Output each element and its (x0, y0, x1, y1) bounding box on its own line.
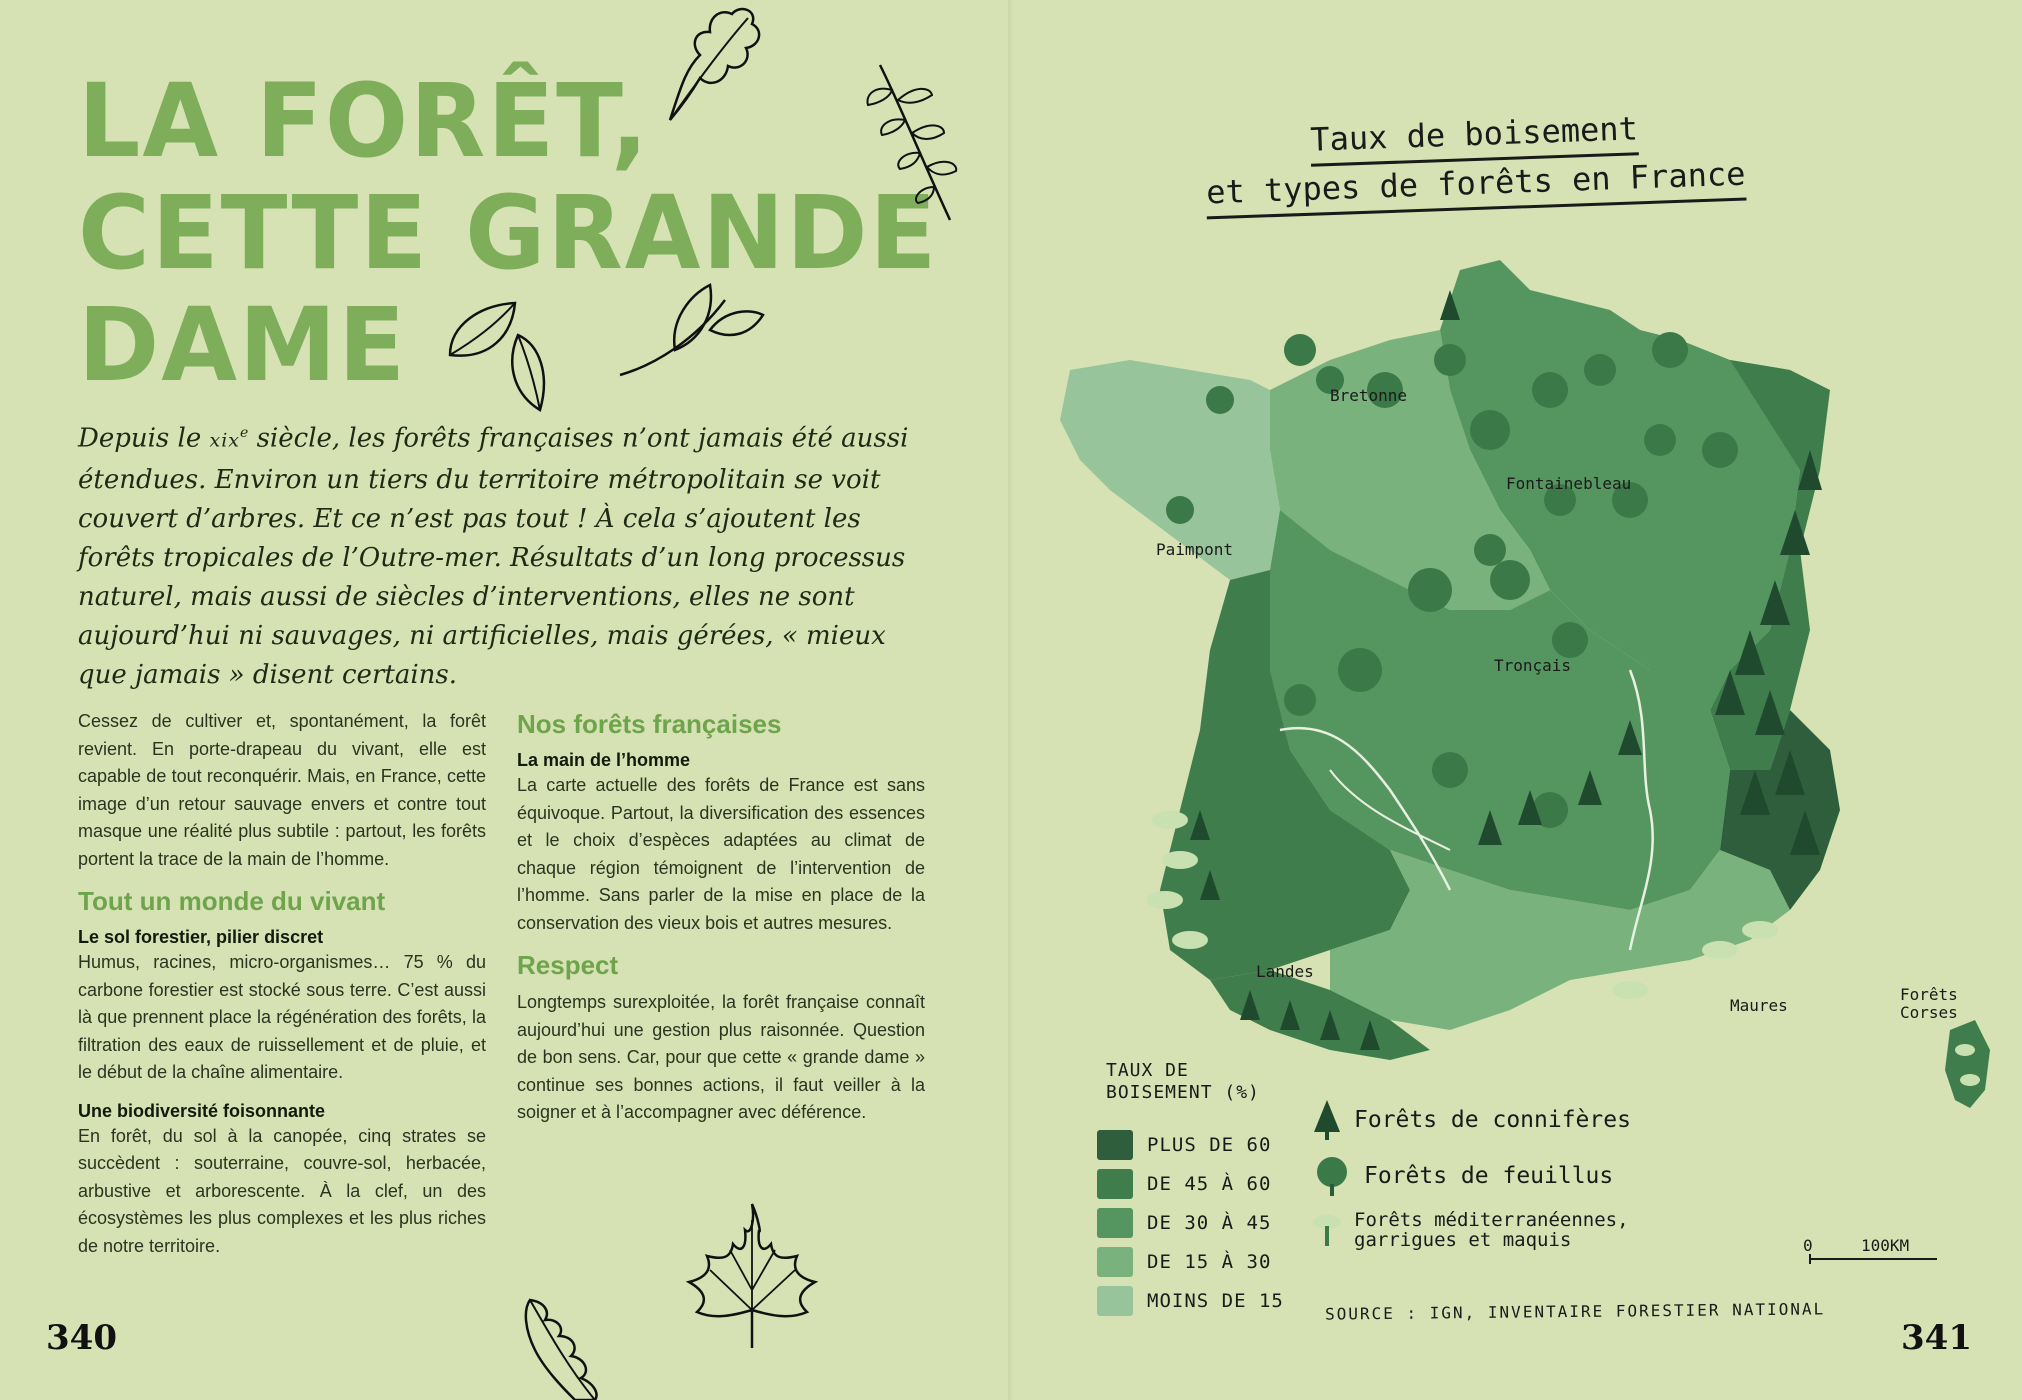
label-maures: Maures (1730, 996, 1788, 1015)
map-mediterranean-tree (1612, 981, 1648, 999)
legend-row (1097, 1281, 1284, 1320)
legend-swatch (1097, 1247, 1133, 1277)
label-corses-line-1: Forêts (1900, 985, 1958, 1004)
legend-type-row (1310, 1098, 1644, 1142)
subsection-heading: La main de l’homme (517, 750, 691, 770)
page-number-left: 340 (46, 1318, 117, 1358)
legend-row (1097, 1203, 1284, 1242)
section-heading: Tout un monde du vivant (78, 886, 386, 916)
oak-leaf-icon (640, 0, 770, 130)
legend-type-row (1310, 1210, 1644, 1250)
map-deciduous-tree (1284, 334, 1316, 366)
map-deciduous-tree (1490, 560, 1530, 600)
legend-row (1097, 1125, 1284, 1164)
title-line-2: CETTE GRANDE (78, 174, 939, 293)
legend-forest-types (1310, 1098, 1644, 1262)
map-mediterranean-tree (1702, 941, 1738, 959)
mediterranean-tree-icon (1310, 1210, 1344, 1250)
map-deciduous-tree (1644, 424, 1676, 456)
section-heading: Respect (517, 950, 619, 980)
intro-century-sup: e (240, 425, 249, 441)
map-deciduous-tree (1552, 622, 1588, 658)
legend-type-row (1310, 1154, 1644, 1198)
page-number-right: 341 (1901, 1318, 1972, 1358)
legend-swatch (1097, 1208, 1133, 1238)
legend-swatches (1097, 1125, 1284, 1320)
legend-type-label: Forêts de feuillus (1364, 1163, 1614, 1189)
intro-text-rest: siècle, les forêts françaises n’ont jamais été aussi étendues. Environ un tiers du territoire métropolitain se voit couvert d’arbres. Et ce n’est pas tout ! À cela s’ajoutent les forêts tropicales de l’Outre-mer. Résultats d’un long processus naturel, mais aussi de siècles d’interventions, elles ne sont aujourd’hui ni sauvages, ni artificielles, mais gérées, « mieux que jamais » disent certains. (78, 423, 909, 690)
intro-paragraph (78, 414, 938, 695)
scale-start: 0 (1803, 1236, 1813, 1255)
map-deciduous-tree (1166, 496, 1194, 524)
intro-text-start: Depuis le (78, 423, 210, 454)
legend-swatch (1097, 1286, 1133, 1316)
legend-label: MOINS DE 15 (1147, 1289, 1284, 1312)
label-corses-line-2: Corses (1900, 1003, 1958, 1022)
map-deciduous-tree (1470, 410, 1510, 450)
legend-label: DE 15 À 30 (1147, 1250, 1272, 1273)
body-paragraph: En forêt, du sol à la canopée, cinq strates se succèdent : souterraine, couvre-sol, herbacée, arbustive et arborescente. À la clef, un des écosystèmes les plus complexes et les plus riches de notre territoire. (78, 1125, 486, 1256)
legend-row (1097, 1164, 1284, 1203)
label-troncais: Tronçais (1494, 656, 1572, 675)
legend-title-line-2: BOISEMENT (%) (1106, 1082, 1260, 1103)
body-paragraph: Longtemps surexploitée, la forêt française connaît aujourd’hui une gestion plus raisonnée. Question de bon sens. Car, pour que cette « grande dame » continue ses bonnes actions, il faut veiller à la soigner et à l’accompagner avec déférence. (517, 992, 925, 1122)
legend-type-label: Forêts de connifères (1354, 1107, 1631, 1133)
text-column-1 (78, 708, 486, 1260)
leaves-sprig-icon (615, 280, 765, 380)
conifer-icon (1310, 1098, 1344, 1142)
map-deciduous-tree (1532, 372, 1568, 408)
map-deciduous-tree (1474, 534, 1506, 566)
legend-swatch (1097, 1130, 1133, 1160)
map-deciduous-tree (1652, 332, 1688, 368)
map-title (1183, 102, 1766, 220)
intro-century: xix (209, 429, 241, 452)
legend-swatch (1097, 1169, 1133, 1199)
map-deciduous-tree (1284, 684, 1316, 716)
scale-line (1809, 1254, 1939, 1264)
map-mediterranean-tree (1172, 931, 1208, 949)
map-deciduous-tree (1432, 752, 1468, 788)
label-paimpont: Paimpont (1156, 540, 1234, 559)
subsection-heading: Une biodiversité foisonnante (78, 1100, 326, 1121)
label-forets-corses (1900, 986, 1958, 1022)
map-mediterranean-tree (1742, 921, 1778, 939)
map-deciduous-tree (1584, 354, 1616, 386)
title-line-1: LA FORÊT, (78, 62, 651, 181)
body-paragraph: Humus, racines, micro-organismes… 75 % du carbone forestier est stocké sous terre. C’est aussi là que prennent place la régénération des forêts, la filtration des eaux de ruissellement et de pluie, et le début de la chaîne alimentaire. (78, 952, 486, 1082)
legend-type-label: Forêts méditerranéennes, garrigues et maquis (1354, 1209, 1629, 1251)
map-mediterranean-tree (1147, 891, 1183, 909)
map-region-corsica (1945, 1020, 1990, 1108)
maple-leaf-icon (685, 1200, 820, 1350)
scale-end: 100KM (1861, 1236, 1910, 1255)
map-mediterranean-tree (1162, 851, 1198, 869)
label-landes: Landes (1256, 962, 1314, 981)
body-paragraph: Cessez de cultiver et, spontanément, la forêt revient. En porte-drapeau du vivant, elle est capable de tout reconquérir. Mais, en France, cette image d’un retour sauvage envers et contre tout masque une réalité plus subtile : partout, les forêts portent la trace de la main de l’homme. (78, 711, 486, 869)
source-credit: SOURCE : IGN, INVENTAIRE FORESTIER NATIONAL (1324, 1299, 1826, 1324)
legend-row (1097, 1242, 1284, 1281)
legend-label: DE 45 À 60 (1147, 1172, 1272, 1195)
deciduous-tree-icon (1310, 1154, 1354, 1198)
map-mediterranean-tree (1152, 811, 1188, 829)
subsection-heading: Le sol forestier, pilier discret (78, 927, 324, 947)
section-heading: Nos forêts françaises (517, 709, 782, 739)
map-deciduous-tree (1206, 386, 1234, 414)
legend-title (1106, 1060, 1260, 1104)
map-mediterranean-tree (1960, 1074, 1980, 1086)
map-deciduous-tree (1338, 648, 1382, 692)
map-title-text-2: et types de forêts en France (1205, 152, 1746, 220)
map-mediterranean-tree (1955, 1044, 1975, 1056)
title-line-3: DAME (78, 286, 408, 405)
label-bretonne: Bretonne (1330, 386, 1408, 405)
label-fontainebleau: Fontainebleau (1506, 474, 1632, 493)
fern-leaf-icon (860, 55, 970, 225)
legend-label: DE 30 À 45 (1147, 1211, 1272, 1234)
legend-label: PLUS DE 60 (1147, 1133, 1272, 1156)
oak-leaf-bottom-icon (515, 1290, 625, 1400)
map-deciduous-tree (1408, 568, 1452, 612)
map-title-text-1: Taux de boisement (1310, 106, 1639, 166)
body-paragraph: La carte actuelle des forêts de France est sans équivoque. Partout, la diversification des essences et le choix d’espèces adaptées au climat de chaque région témoignent de l’intervention de l’homme. Sans parler de la mise en place de la conservation des vieux bois et autres mesures. (517, 775, 925, 933)
leaves-cluster-icon (440, 285, 600, 415)
legend-title-line-1: TAUX DE (1106, 1060, 1189, 1081)
text-column-2 (517, 708, 925, 1127)
map-deciduous-tree (1702, 432, 1738, 468)
map-deciduous-tree (1434, 344, 1466, 376)
france-forest-map (1030, 250, 2000, 1110)
